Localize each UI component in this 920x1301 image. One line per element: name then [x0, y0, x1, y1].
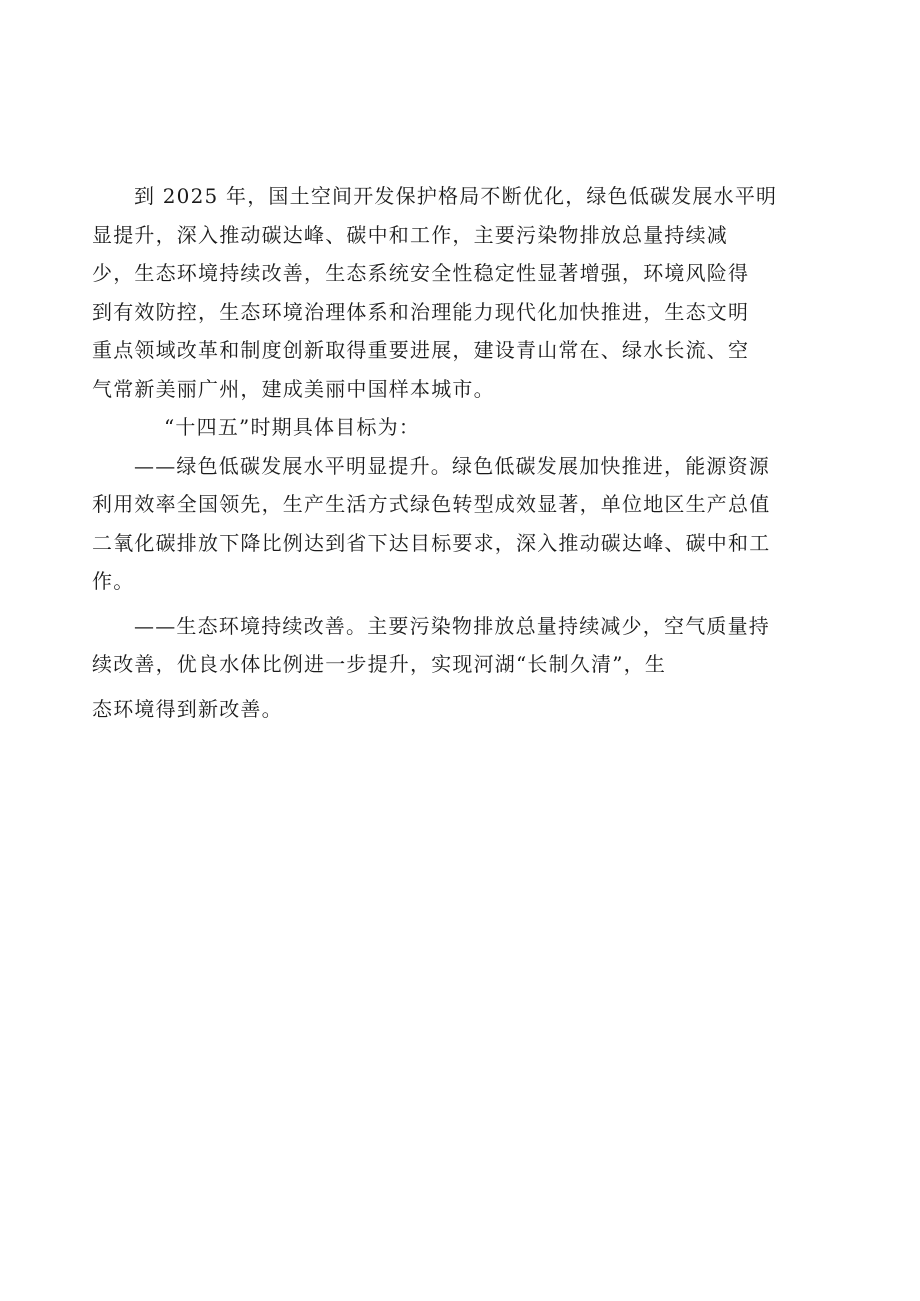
paragraph-line: 少，生态环境持续改善，生态系统安全性稳定性显著增强，环境风险得: [92, 261, 750, 285]
paragraph-line: 显提升，深入推动碳达峰、碳中和工作，主要污染物排放总量持续减: [92, 222, 728, 247]
paragraph-line: 气常新美丽广州，建成美丽中国样本城市。: [92, 376, 495, 401]
paragraph-14th-five-year-intro: [92, 408, 832, 447]
paragraph-line: 到有效防控，生态环境治理体系和治理能力现代化加快推进，生态文明: [92, 299, 750, 324]
paragraph-line: 续改善，优良水体比例进一步提升，实现河湖“长制久清”，生: [92, 652, 667, 676]
paragraph-line: 利用效率全国领先，生产生活方式绿色转型成效显著，单位地区生产总值: [92, 492, 771, 516]
paragraph-targets-2025: [92, 177, 832, 408]
paragraph-line: ——生态环境持续改善。主要污染物排放总量持续减少，空气质量持: [134, 613, 770, 638]
paragraph-line: 到 2025 年，国土空间开发保护格局不断优化，绿色低碳发展水平明: [134, 184, 778, 208]
document-body: [92, 177, 832, 728]
paragraph-line: ——绿色低碳发展水平明显提升。绿色低碳发展加快推进，能源资源: [134, 453, 770, 478]
paragraph-line: 态环境得到新改善。: [92, 696, 283, 721]
paragraph-ecological-environment: [92, 607, 832, 729]
paragraph-line: “十四五”时期具体目标为：: [164, 415, 421, 439]
paragraph-green-low-carbon: [92, 447, 832, 601]
paragraph-line: 二氧化碳排放下降比例达到省下达目标要求，深入推动碳达峰、碳中和工: [92, 530, 771, 555]
paragraph-line: 重点领域改革和制度创新取得重要进展，建设青山常在、绿水长流、空: [92, 338, 750, 362]
paragraph-line: 作。: [92, 569, 135, 593]
